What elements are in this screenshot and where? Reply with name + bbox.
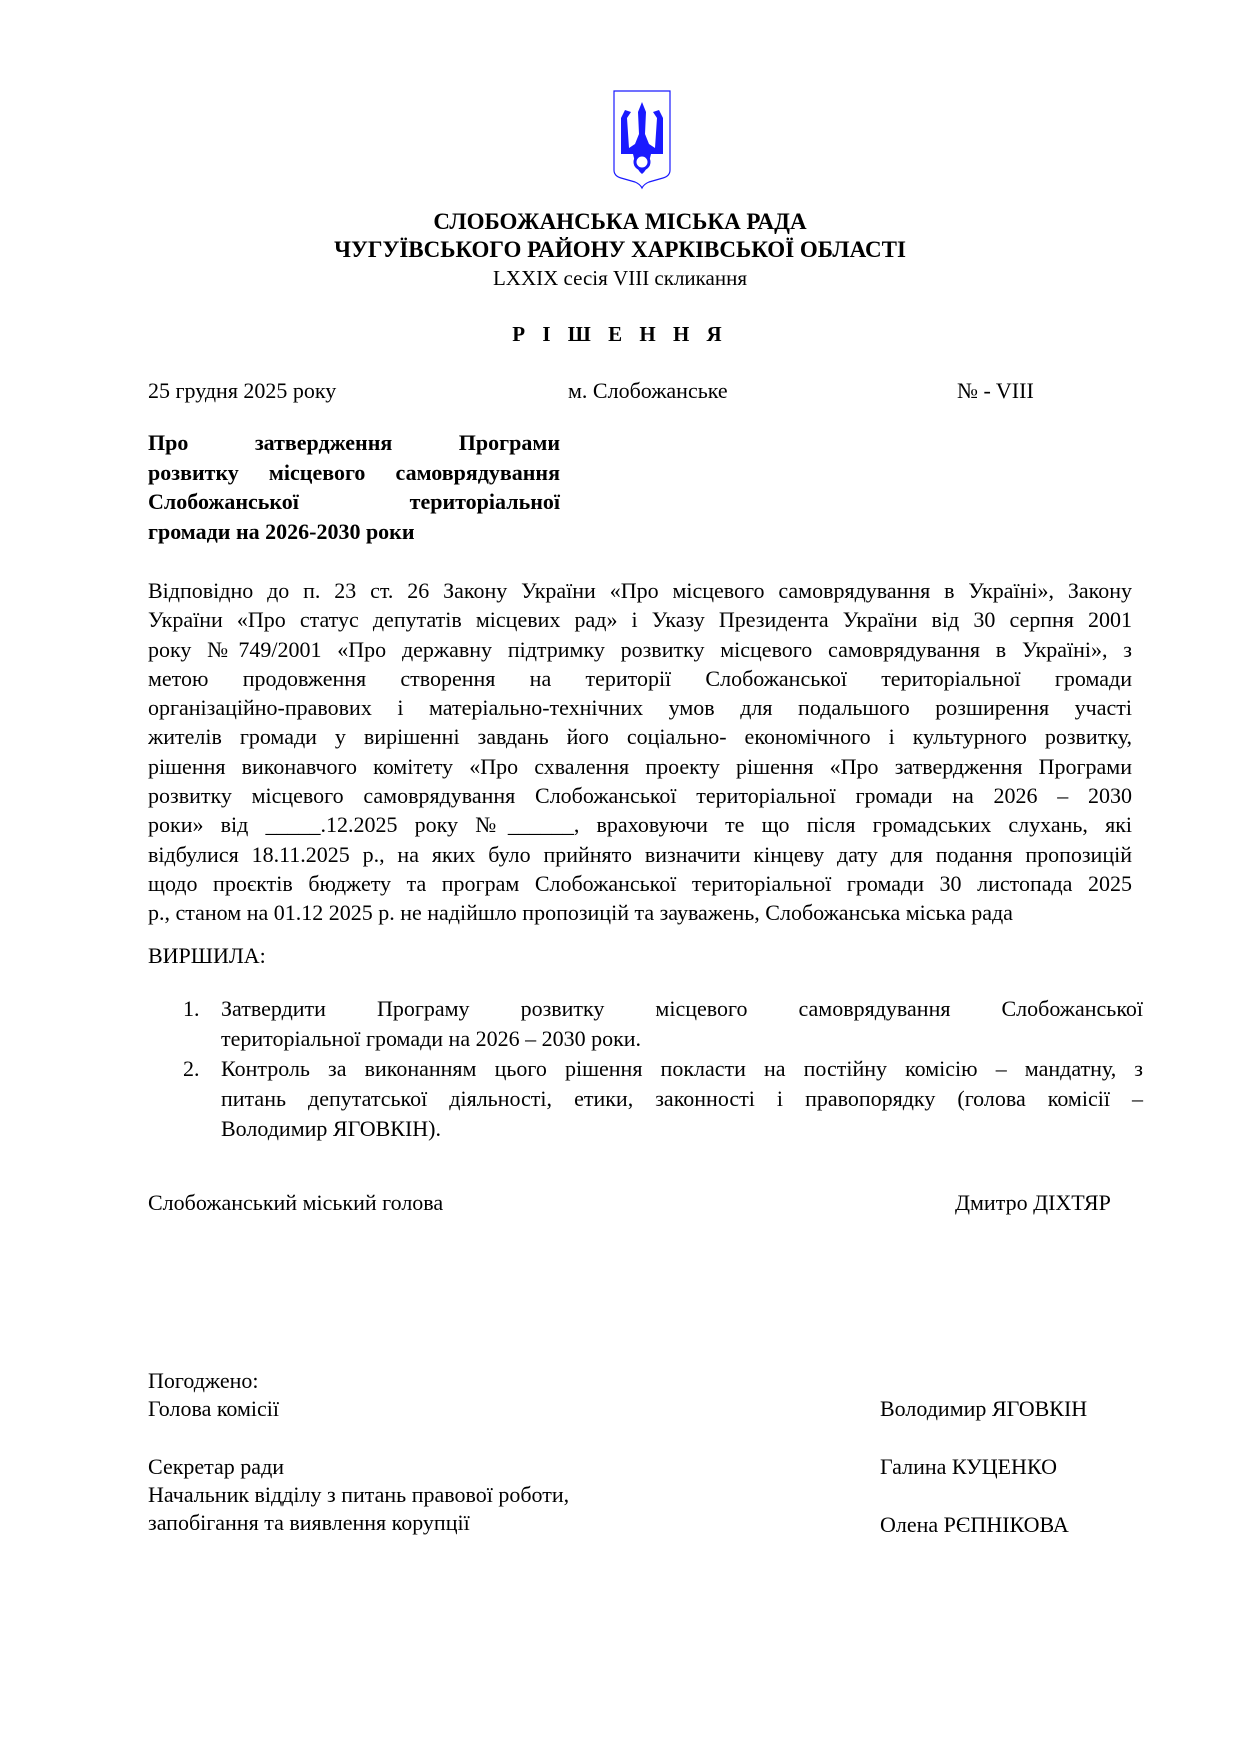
preamble-line: року №749/2001 «Про державну підтримку розвитку місцевого самоврядування в Україні», з bbox=[148, 636, 1132, 662]
preamble-line: р., станом на 01.12 2025 р. не надійшло пропозицій та зауважень, Слобожанська міська рада bbox=[148, 900, 1013, 926]
item-number: 1. bbox=[183, 996, 200, 1021]
approvals-heading: Погоджено: bbox=[148, 1368, 259, 1393]
preamble-paragraph bbox=[148, 576, 1132, 928]
item-number: 2. bbox=[183, 1056, 200, 1081]
preamble-line: щодо проєктів бюджету та програм Слобожанської територіальної громади 30 листопада 2025 bbox=[148, 870, 1132, 896]
preamble-line: роки» від _____.12.2025 року №______, враховуючи те що після громадських слухань, які bbox=[148, 812, 1132, 838]
preamble-line: жителів громади у вирішенні завдань його соціально- економічного і культурного розвитку, bbox=[148, 724, 1132, 750]
preamble-line: рішення виконавчого комітету «Про схвалення проекту рішення «Про затвердження Програми bbox=[148, 753, 1132, 779]
approver-role: Голова комісії bbox=[148, 1396, 280, 1421]
subject-line: Про затвердження Програми bbox=[148, 430, 560, 455]
approver-role: Начальник відділу з питань правової роботи, bbox=[148, 1482, 570, 1507]
approver-name: Олена РЄПНІКОВА bbox=[880, 1512, 1069, 1537]
approver-name: Галина КУЦЕНКО bbox=[880, 1454, 1057, 1479]
resolved-heading: ВИРШИЛА: bbox=[148, 943, 266, 968]
resolution-item bbox=[183, 1054, 1143, 1144]
ukraine-trident-icon bbox=[611, 88, 673, 190]
preamble-line: України «Про статус депутатів місцевих рад» і Указу Президента України від 30 серпня 2001 bbox=[148, 607, 1132, 633]
decision-subject bbox=[148, 428, 560, 546]
approver-name: Володимир ЯГОВКІН bbox=[880, 1396, 1088, 1421]
item-line: Володимир ЯГОВКІН). bbox=[221, 1116, 442, 1141]
preamble-line: метою продовження створення на території Слобожанської територіальної громади bbox=[148, 665, 1132, 691]
subject-line: громади на 2026-2030 роки bbox=[148, 518, 415, 544]
district-name: ЧУГУЇВСЬКОГО РАЙОНУ ХАРКІВСЬКОЇ ОБЛАСТІ bbox=[334, 237, 906, 262]
signatory-name: Дмитро ДІХТЯР bbox=[955, 1190, 1111, 1215]
approver-role: Секретар ради bbox=[148, 1454, 285, 1479]
session-info: LXXIX сесія VIII скликання bbox=[492, 266, 748, 290]
item-line: Контроль за виконанням цього рішення покласти на постійну комісію – мандатну, з bbox=[221, 1056, 1143, 1081]
preamble-line: Відповідно до п. 23 ст. 26 Закону України «Про місцевого самоврядування в Україні», Закону bbox=[148, 578, 1132, 603]
subject-line: Слобожанської територіальної bbox=[148, 489, 560, 514]
item-line: питань депутатської діяльності, етики, законності і правопорядку (голова комісії – bbox=[221, 1086, 1143, 1111]
document-type: Р І Ш Е Н Н Я bbox=[512, 322, 728, 346]
item-line: Затвердити Програму розвитку місцевого самоврядування Слобожанської bbox=[221, 996, 1143, 1021]
resolution-item bbox=[183, 994, 1143, 1054]
item-line: територіальної громади на 2026 – 2030 роки. bbox=[221, 1026, 642, 1051]
preamble-line: розвитку місцевого самоврядування Слобожанської територіальної громади на 2026 – 2030 bbox=[148, 783, 1132, 809]
preamble-line: організаційно-правових і матеріально-технічних умов для подальшого розширення участі bbox=[148, 695, 1132, 721]
decision-place: м. Слобожанське bbox=[568, 378, 728, 403]
decision-number: № - VIII bbox=[957, 378, 1034, 403]
resolution-items bbox=[183, 994, 1143, 1144]
council-name: СЛОБОЖАНСЬКА МІСЬКА РАДА bbox=[433, 209, 807, 234]
approver-role: запобігання та виявлення корупції bbox=[148, 1510, 470, 1535]
decision-date: 25 грудня 2025 року bbox=[148, 378, 337, 403]
preamble-line: відбулися 18.11.2025 р., на яких було прийнято визначити кінцеву дату для подання пропозицій bbox=[148, 841, 1132, 867]
subject-line: розвитку місцевого самоврядування bbox=[148, 459, 560, 485]
signatory-role: Слобожанський міський голова bbox=[148, 1190, 444, 1215]
